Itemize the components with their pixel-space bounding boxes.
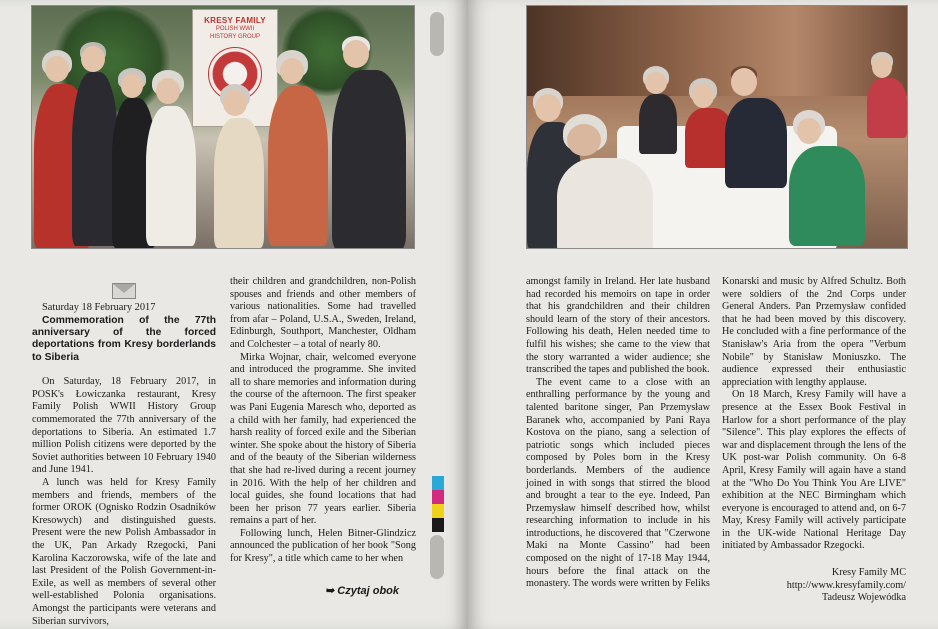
- banner-subtitle: HISTORY GROUP: [209, 34, 260, 40]
- article-paragraph: A lunch was held for Kresy Family members and friends, members of the former OROK (Ognisko Rodzin Osadników Kresowych) and distinguished guests. Present were the new Polish Ambassador in the UK, Pan Arkady Rzegocki, Pani Karolina Kaczorowska, wife of the late and last President of the Polish Government-in-Exile, as well as members of several other well-established Polonia organisations. Amongst the participants were veterans and Siberian survivors,: [32, 476, 216, 627]
- article-paragraph: Following lunch, Helen Bitner-Glindzicz announced the publication of her book "Song for Kresy", a title which came to her when: [230, 527, 416, 565]
- registration-mark-black: [432, 518, 444, 532]
- article-paragraph: amongst family in Ireland. Her late husband had recorded his memoirs on tape in order that his grandchildren and their children should learn of the story of their ancestors. Following his death, Helen needed time to fulfil his wishes; she came to the view that the story warranted a wider audience; she transcribed the tapes and published the book.: [526, 276, 710, 376]
- signature-url[interactable]: http://www.kresyfamily.com/: [786, 579, 906, 591]
- page-decor-strip: [430, 12, 444, 56]
- article-dateline: Saturday 18 February 2017: [42, 302, 156, 313]
- restaurant-wall: [527, 6, 908, 96]
- article-paragraph: The event came to a close with an enthralling performance by the young and talented baritone singer, Pan Przemysław Baranek who, accompanied by Pani Raya Kostova on the piano, sang a selection of patriotic songs which included pieces composed by Poles born in the Kresy borderlands. Members of the audience joined in with songs that stirred the blood and brought a tear to the eye. Indeed, Pan Przemysław himself described how, whilst researching information to include in his introductions, he discovered that "Czerwone Maki na Monte Cassino" had been composed on the night of 17-18 May 1944, hours before the final attack on the monastery. The words were written by Feliks: [526, 376, 710, 590]
- article-paragraph: On Saturday, 18 February 2017, in POSK's Łowiczanka restaurant, Kresy Family Polish WWII History Group commemorated the 77th anniversary of the deportations to Siberia. An estimated 1.7 million Polish citizens were deported by the Soviet authorities between 10 February 1940 and June 1941.: [32, 376, 216, 476]
- banner-title: KRESY FAMILY: [204, 16, 266, 25]
- article-paragraph: their children and grandchildren, non-Polish spouses and friends and other members of various nationalities. Some had travelled from afar – Poland, U.S.A., Sweden, Ireland, Edinburgh, Southport, Manchester, Oldham and Colchester – a total of nearly 80.: [230, 276, 416, 350]
- left-page: [0, 0, 468, 629]
- registration-mark-yellow: [432, 504, 444, 518]
- page-decor-strip: [430, 535, 444, 579]
- article-column-3: [526, 276, 710, 591]
- registration-mark-cyan: [432, 476, 444, 490]
- registration-mark-magenta: [432, 490, 444, 504]
- signature-org: Kresy Family MC: [831, 567, 906, 579]
- right-page: [468, 0, 938, 629]
- signature-author: Tadeusz Wojewódka: [822, 592, 906, 604]
- banner-subtitle: POLISH WWII: [215, 26, 255, 32]
- article-headline: Commemoration of the 77th anniversary of the forced deportations from Kresy borderlands to Siberia: [32, 314, 216, 363]
- group-photo: [31, 5, 415, 249]
- article-paragraph: Konarski and music by Alfred Schultz. Both were soldiers of the 2nd Corps under General Anders. Pan Przemysław confided that he had been moved by this discovery. He concluded with a fine performance of the Stanisław's Aria from the opera "Verbum Nobile" by Stanisław Moniuszko. The audience expressed their enthusiastic appreciation with lengthy applause.: [722, 276, 906, 388]
- article-column-4: [722, 276, 906, 605]
- article-column-2: [230, 276, 416, 566]
- article-column-1: [32, 302, 216, 628]
- article-paragraph: On 18 March, Kresy Family will have a presence at the Essex Book Festival in Harlow for a short performance of the play "Silence". This play explores the effects of war and displacement through the lens of the UK post-war Polish community. On 6-8 April, Kresy Family will again have a stand at the "Who Do You Think You Are LIVE" exhibition at the NEC Birmingham which everyone is encouraged to attend and, on 6-7 May, Kresy Family will actively participate in the UK-wide National Heritage Day initiated by Ambassador Rzegocki.: [722, 389, 906, 552]
- envelope-icon: [112, 283, 136, 299]
- dinner-photo: [526, 5, 908, 249]
- article-signature: [722, 567, 906, 605]
- article-paragraph: Mirka Wojnar, chair, welcomed everyone and introduced the programme. She invited all to share memories and information during the course of the afternoon. The first speaker was Pani Eugenia Maresch who, deported as a child with her family, had experienced the harsh reality of forced exile and the Siberian winter. She spoke about the history of Siberia and of the beauty of the Siberian wilderness that she had re-lived during a recent journey in 2016. With the help of her children and local guides, she found locations that had been her prison 77 years earlier. Siberia remains a part of her.: [230, 351, 416, 527]
- continued-link[interactable]: ➥ Czytaj obok: [325, 585, 400, 597]
